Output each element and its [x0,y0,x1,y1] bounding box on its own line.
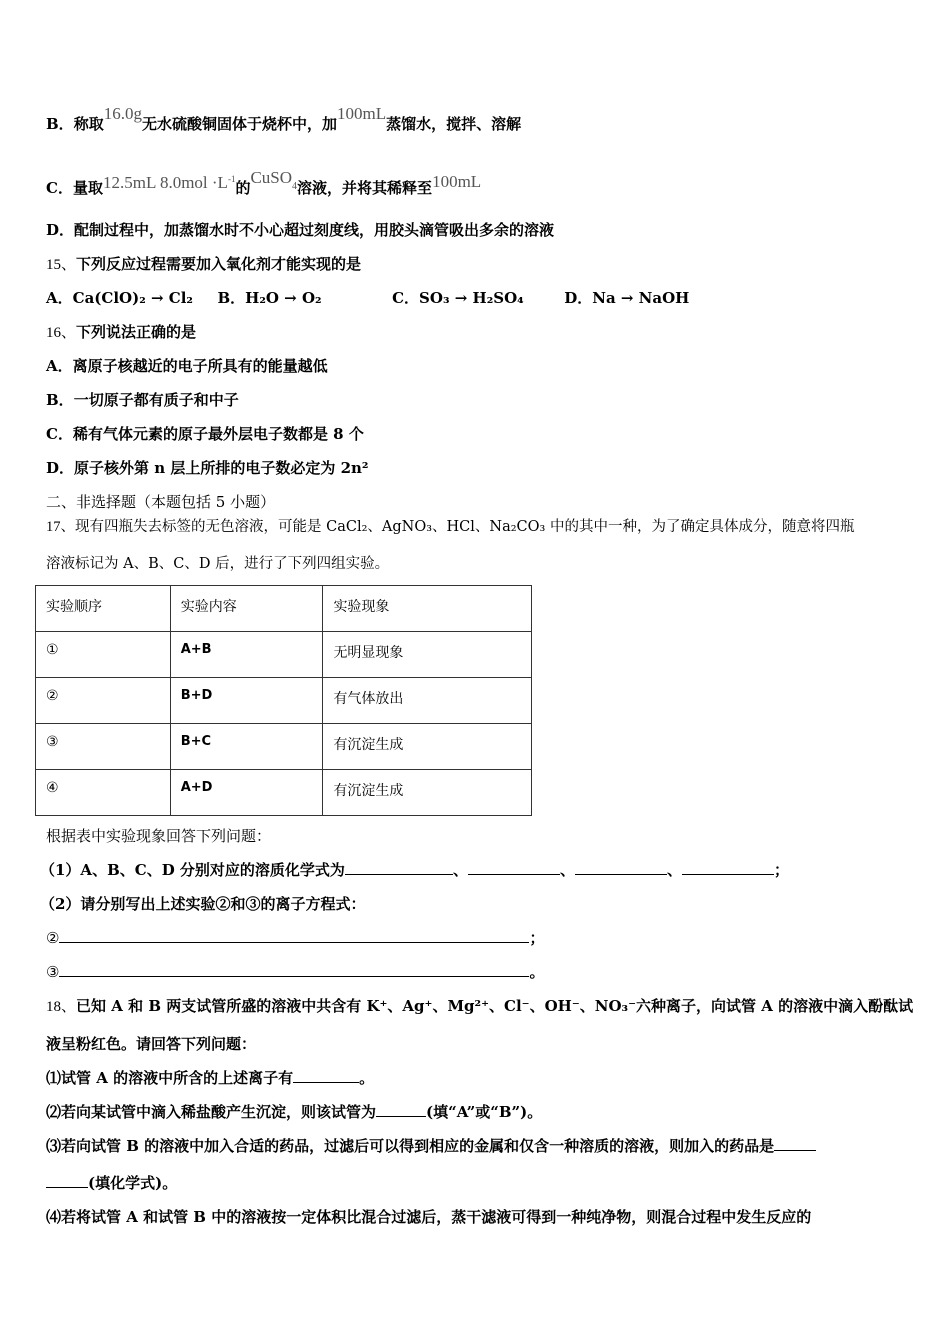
table-row: ③ B+C 有沉淀生成 [36,724,532,770]
q15-option-c: C．SO₃ → H₂SO₄ [392,289,524,307]
answer-blank[interactable] [468,860,560,875]
header-cell: 实验顺序 [36,586,171,632]
final-volume: 100mL [432,172,482,191]
q17-eq2: ② ； [46,929,545,947]
question-number: 15、 [46,257,77,273]
q15-option-a: A．Ca(ClO)₂ → Cl₂ [46,289,193,307]
q14-option-b: B．称取16.0g无水硫酸铜固体于烧杯中，加100mL蒸馏水，搅拌、溶解 [46,104,522,133]
q16-option-d: D．原子核外第 n 层上所排的电子数必定为 2n² [46,459,369,477]
answer-blank[interactable] [345,860,453,875]
table-row: ① A+B 无明显现象 [36,632,532,678]
q14-option-c: C．量取12.5mL $8.0mol \cdot L^{-1}$的CuSO$^4$溶液，并将其稀释至100mL [46,168,482,197]
volume-value: 100mL [336,104,387,123]
q17-prompt: 根据表中实验现象回答下列问题： [46,827,272,845]
q15-option-b: B．H₂O → O₂ [217,289,322,307]
q18-sub3: ⑶若向试管 B 的溶液中加入合适的药品，过滤后可以得到相应的金属和仅含一种溶质的溶液，则加入的药品是 [46,1136,816,1156]
answer-blank[interactable] [376,1102,426,1117]
q16-option-b: B．一切原子都有质子和中子 [46,391,239,409]
q17-sub1: （1）A、B、C、D 分别对应的溶质化学式为 、 、 、 ； [40,861,789,879]
option-label: C． [46,179,73,197]
section-title: 二、非选择题（本题包括 5 小题） [46,493,276,511]
question-number: 16、 [46,325,77,341]
q17-stem-line1: 17、现有四瓶失去标签的无色溶液，可能是 CaCl₂、AgNO₃、HCl、Na₂CO₃ 中的其中一种，为了确定具体成分，随意将四瓶 [46,519,855,535]
header-cell: 实验内容 [170,586,323,632]
answer-blank[interactable] [682,860,774,875]
table-header-row [36,586,532,632]
q17-eq3: ③ 。 [46,963,545,981]
mass-value: 16.0g [103,104,142,123]
q14-option-d: D．配制过程中，加蒸馏水时不小心超过刻度线，用胶头滴管吸出多余的溶液 [46,221,555,239]
experiment-table [35,585,532,816]
q18-stem-line2: 液呈粉红色。请回答下列问题： [46,1035,257,1053]
answer-blank[interactable] [46,1173,88,1188]
answer-blank[interactable] [59,962,529,977]
q16-stem: 16、下列说法正确的是 [46,323,197,341]
q18-stem-line1: 18、已知 A 和 B 两支试管所盛的溶液中共含有 K⁺、Ag⁺、Mg²⁺、Cl⁻、OH⁻、NO₃⁻六种离子，向试管 A 的溶液中滴入酚酞试 [46,997,914,1015]
q18-sub1: ⑴试管 A 的溶液中所含的上述离子有 。 [46,1069,375,1087]
q15-options [46,288,689,308]
volume-value: 12.5mL [102,173,156,192]
q18-sub2: ⑵若向某试管中滴入稀盐酸产生沉淀，则该试管为 (填“A”或“B”)。 [46,1103,543,1121]
table-row: ④ A+D 有沉淀生成 [36,770,532,816]
answer-blank[interactable] [59,928,529,943]
option-label: D． [46,221,75,239]
q15-stem: 15、下列反应过程需要加入氧化剂才能实现的是 [46,255,362,273]
q18-sub4: ⑷若将试管 A 和试管 B 中的溶液按一定体积比混合过滤后，蒸干滤液可得到一种纯净物，则混合过程中发生反应的 [46,1208,812,1226]
q18-sub3-cont: (填化学式)。 [46,1173,177,1193]
concentration-value: 8.0mol ·L [159,173,228,192]
answer-blank[interactable] [774,1136,816,1151]
answer-blank[interactable] [575,860,667,875]
header-cell: 实验现象 [323,586,532,632]
q17-sub2: （2）请分别写出上述实验②和③的离子方程式： [40,895,366,913]
q15-option-d: D．Na → NaOH [564,289,690,307]
answer-blank[interactable] [293,1068,359,1083]
q16-option-a: A．离原子核越近的电子所具有的能量越低 [46,357,328,375]
option-label: B． [46,115,74,133]
q17-stem-line2: 溶液标记为 A、B、C、D 后，进行了下列四组实验。 [46,556,390,572]
q16-option-c: C．稀有气体元素的原子最外层电子数都是 8 个 [46,425,364,443]
formula: CuSO [250,168,293,187]
table-row: ② B+D 有气体放出 [36,678,532,724]
